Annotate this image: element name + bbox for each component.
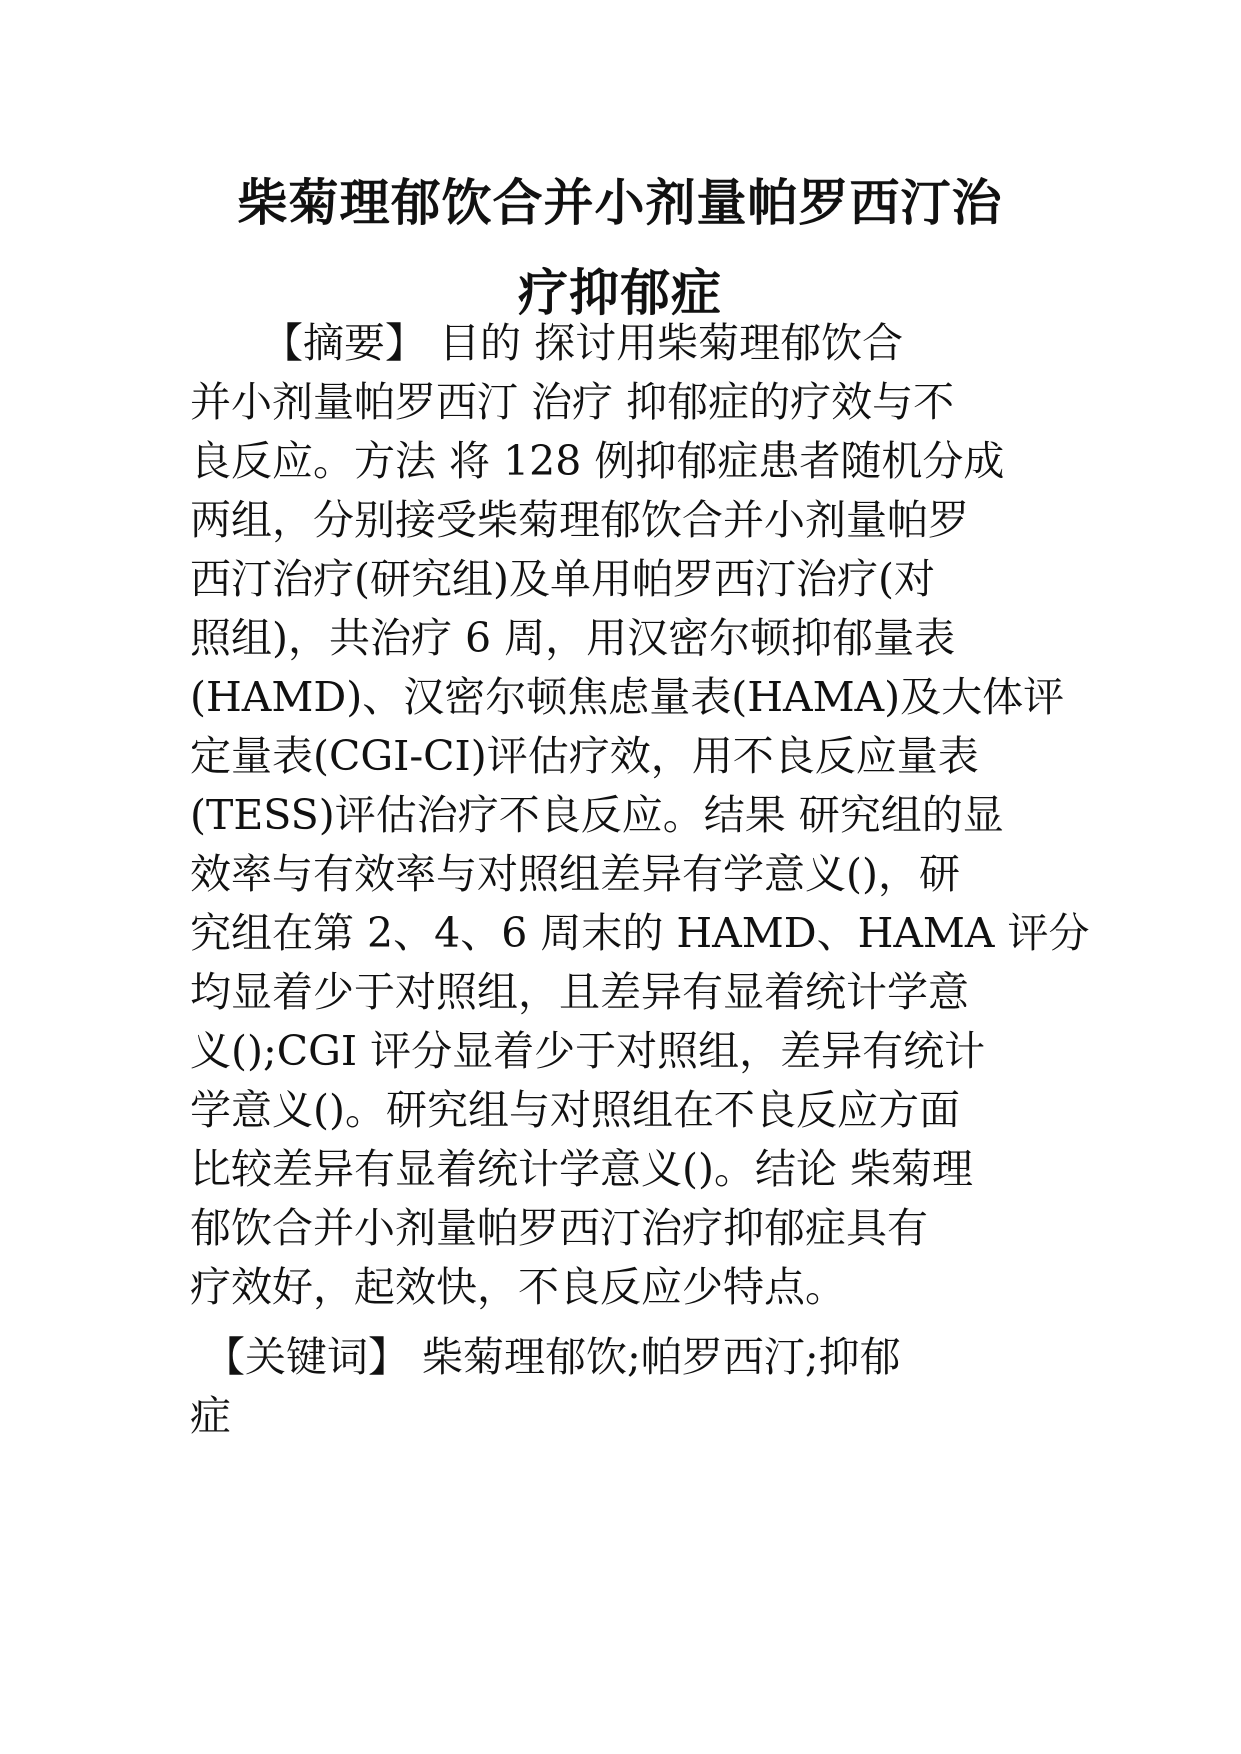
abstract-line: 究组在第 2、4、6 周末的 HAMD、HAMA 评分 bbox=[190, 909, 1090, 957]
abstract-line: (TESS)评估治疗不良反应。结果 研究组的显 bbox=[190, 791, 1004, 839]
abstract-line: 比较差异有显着统计学意义()。结论 柴菊理 bbox=[190, 1145, 974, 1193]
abstract-line: (HAMD)、汉密尔顿焦虑量表(HAMA)及大体评 bbox=[190, 673, 1065, 721]
document-title-line-1: 柴菊理郁饮合并小剂量帕罗西汀治 bbox=[237, 174, 1003, 232]
abstract-line: 学意义()。研究组与对照组在不良反应方面 bbox=[190, 1086, 960, 1134]
document-title-line-2: 疗抑郁症 bbox=[518, 264, 722, 322]
abstract-line: 郁饮合并小剂量帕罗西汀治疗抑郁症具有 bbox=[190, 1204, 928, 1252]
abstract-line: 效率与有效率与对照组差异有学意义()，研 bbox=[190, 850, 960, 898]
abstract-line: 并小剂量帕罗西汀 治疗 抑郁症的疗效与不 bbox=[190, 378, 955, 426]
keywords-line: 【关键词】 柴菊理郁饮;帕罗西汀;抑郁 bbox=[204, 1333, 901, 1381]
abstract-line: 均显着少于对照组，且差异有显着统计学意 bbox=[190, 968, 969, 1016]
abstract-line: 良反应。方法 将 128 例抑郁症患者随机分成 bbox=[190, 437, 1005, 485]
abstract-line: 照组)，共治疗 6 周，用汉密尔顿抑郁量表 bbox=[190, 614, 956, 662]
abstract-line: 义();CGI 评分显着少于对照组，差异有统计 bbox=[190, 1027, 986, 1075]
abstract-line: 疗效好，起效快，不良反应少特点。 bbox=[190, 1263, 846, 1311]
abstract-line: 两组，分别接受柴菊理郁饮合并小剂量帕罗 bbox=[190, 496, 969, 544]
abstract-line: 定量表(CGI-CI)评估疗效，用不良反应量表 bbox=[190, 732, 979, 780]
abstract-line: 【摘要】 目的 探讨用柴菊理郁饮合 bbox=[262, 319, 904, 367]
keywords-line: 症 bbox=[190, 1392, 231, 1440]
abstract-line: 西汀治疗(研究组)及单用帕罗西汀治疗(对 bbox=[190, 555, 935, 603]
